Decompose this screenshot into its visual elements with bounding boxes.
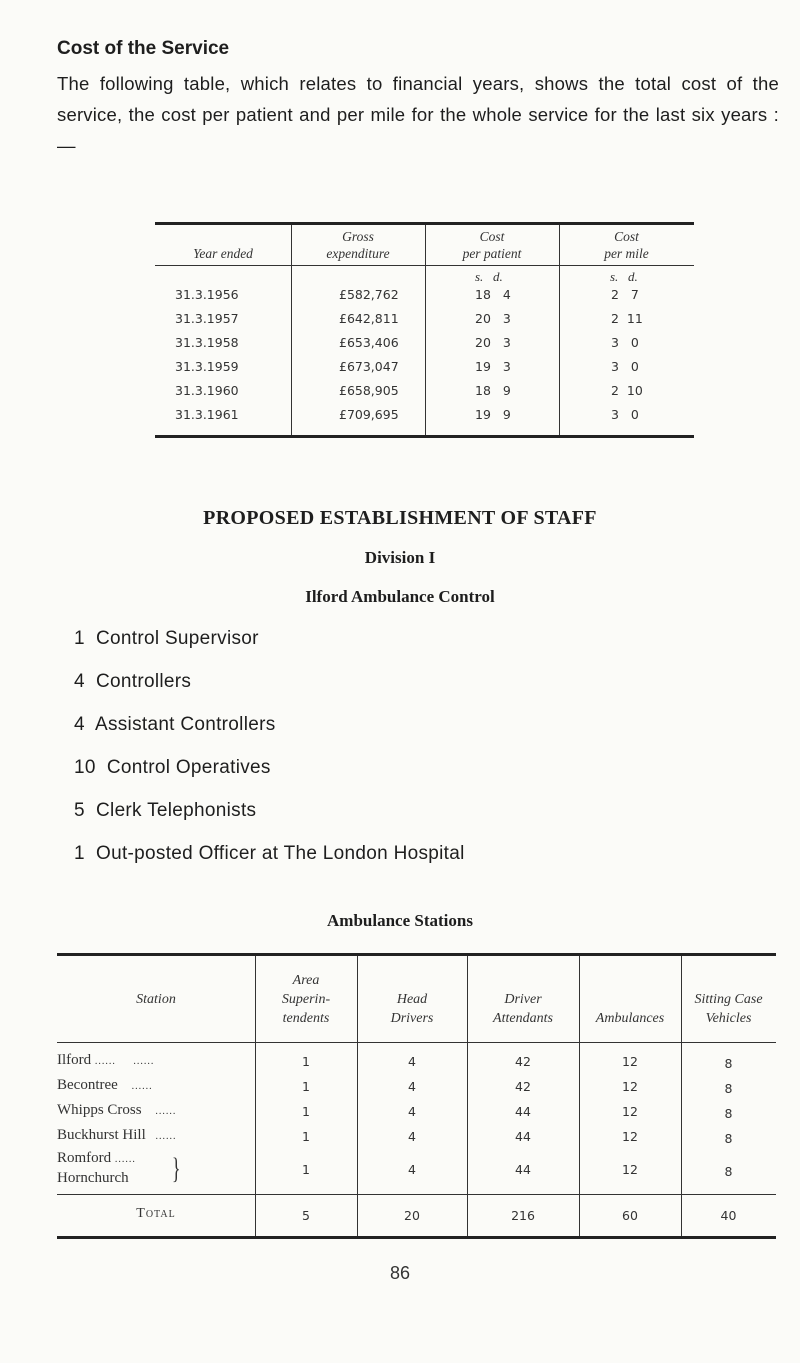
col-header-cost-patient: Cost per patient [462, 229, 522, 261]
col-header-ambulances: Ambulances [595, 1010, 665, 1026]
cell-att: 42 [515, 1079, 531, 1094]
col-header-cost-mile: Cost per mile [604, 229, 649, 261]
cell-head: 4 [408, 1129, 416, 1144]
cell-year: 31.3.1959 [175, 359, 239, 374]
cell-cost-patient: 20 3 [475, 335, 511, 350]
cost-table [155, 222, 694, 438]
total-area: 5 [302, 1208, 310, 1223]
cell-gross: £658,905 [339, 383, 399, 398]
cell-head: 4 [408, 1162, 416, 1177]
cell-gross: £582,762 [339, 287, 399, 302]
cell-att: 44 [515, 1162, 531, 1177]
cell-cost-mile: 3 0 [611, 359, 639, 374]
cell-cost-mile: 2 7 [611, 287, 639, 302]
intro-paragraph: The following table, which relates to financial years, shows the total cost of the service, the cost per patient and per mile for the whole service for the last six years :— [57, 73, 779, 156]
cell-cost-patient: 19 9 [475, 407, 511, 422]
col-header-area-superintendents: Area Superin- tendents [281, 972, 331, 1026]
staff-item: 10 Control Operatives [74, 757, 271, 778]
section-heading-cost: Cost of the Service [57, 38, 230, 59]
col-header-year: Year ended [193, 246, 253, 261]
cell-cost-mile: 2 11 [611, 311, 643, 326]
station-name: Romford ...... [57, 1150, 136, 1166]
cell-cost-patient: 19 3 [475, 359, 511, 374]
staff-item: 1 Control Supervisor [74, 628, 259, 649]
cell-cost-mile: 3 0 [611, 407, 639, 422]
cell-gross: £709,695 [339, 407, 399, 422]
col-header-driver-attendants: Driver Attendants [493, 991, 553, 1026]
unit-label-patient: s. d. [475, 269, 503, 284]
cell-area: 1 [302, 1129, 310, 1144]
cell-cost-mile: 2 10 [611, 383, 643, 398]
cell-sit: 8 [724, 1164, 733, 1179]
cell-year: 31.3.1961 [175, 407, 239, 422]
cell-sit: 8 [724, 1081, 733, 1096]
cell-cost-patient: 18 4 [475, 287, 511, 302]
division-title: Division I [364, 548, 436, 567]
cell-area: 1 [302, 1104, 310, 1119]
cell-amb: 12 [622, 1079, 638, 1094]
col-header-gross: Gross expenditure [326, 229, 390, 261]
station-name: Hornchurch [57, 1170, 129, 1186]
cell-year: 31.3.1958 [175, 335, 239, 350]
page-number: 86 [389, 1263, 411, 1283]
brace-icon: } [171, 1152, 181, 1185]
cell-sit: 8 [724, 1131, 733, 1146]
station-name: Ilford ...... ...... [57, 1052, 155, 1068]
cell-att: 42 [515, 1054, 531, 1069]
cell-att: 44 [515, 1129, 531, 1144]
establishment-title: PROPOSED ESTABLISHMENT OF STAFF [203, 507, 597, 529]
cell-gross: £642,811 [339, 311, 399, 326]
station-name: Buckhurst Hill ...... [57, 1127, 177, 1143]
cell-att: 44 [515, 1104, 531, 1119]
stations-title: Ambulance Stations [327, 911, 473, 930]
total-head: 20 [404, 1208, 420, 1223]
cell-head: 4 [408, 1104, 416, 1119]
total-sit: 40 [720, 1208, 737, 1223]
cell-cost-mile: 3 0 [611, 335, 639, 350]
total-amb: 60 [622, 1208, 638, 1223]
unit-label-mile: s. d. [610, 269, 638, 284]
cell-gross: £673,047 [339, 359, 399, 374]
cell-cost-patient: 18 9 [475, 383, 511, 398]
stations-table [57, 953, 776, 1239]
station-name: Whipps Cross ...... [57, 1102, 177, 1118]
cell-sit: 8 [724, 1056, 733, 1071]
cell-cost-patient: 20 3 [475, 311, 511, 326]
control-title: Ilford Ambulance Control [305, 587, 495, 606]
cell-year: 31.3.1956 [175, 287, 239, 302]
cell-area: 1 [302, 1054, 310, 1069]
cell-amb: 12 [622, 1162, 638, 1177]
cell-head: 4 [408, 1054, 416, 1069]
cell-amb: 12 [622, 1104, 638, 1119]
cell-gross: £653,406 [339, 335, 399, 350]
staff-item: 4 Assistant Controllers [74, 714, 276, 735]
cell-area: 1 [302, 1079, 310, 1094]
cell-area: 1 [302, 1162, 310, 1177]
staff-item: 5 Clerk Telephonists [74, 800, 257, 821]
cell-head: 4 [408, 1079, 416, 1094]
cell-year: 31.3.1957 [175, 311, 239, 326]
staff-item: 1 Out-posted Officer at The London Hospital [74, 843, 465, 864]
cell-year: 31.3.1960 [175, 383, 239, 398]
cell-amb: 12 [622, 1129, 638, 1144]
col-header-station: Station [136, 991, 176, 1007]
cell-amb: 12 [622, 1054, 638, 1069]
station-name: Becontree ...... [57, 1077, 153, 1093]
total-att: 216 [511, 1208, 535, 1223]
cell-sit: 8 [724, 1106, 733, 1121]
col-header-sitting-case: Sitting Case Vehicles [694, 991, 763, 1026]
staff-item: 4 Controllers [74, 671, 192, 692]
total-label: Total [136, 1206, 176, 1221]
col-header-head-drivers: Head Drivers [390, 991, 434, 1026]
